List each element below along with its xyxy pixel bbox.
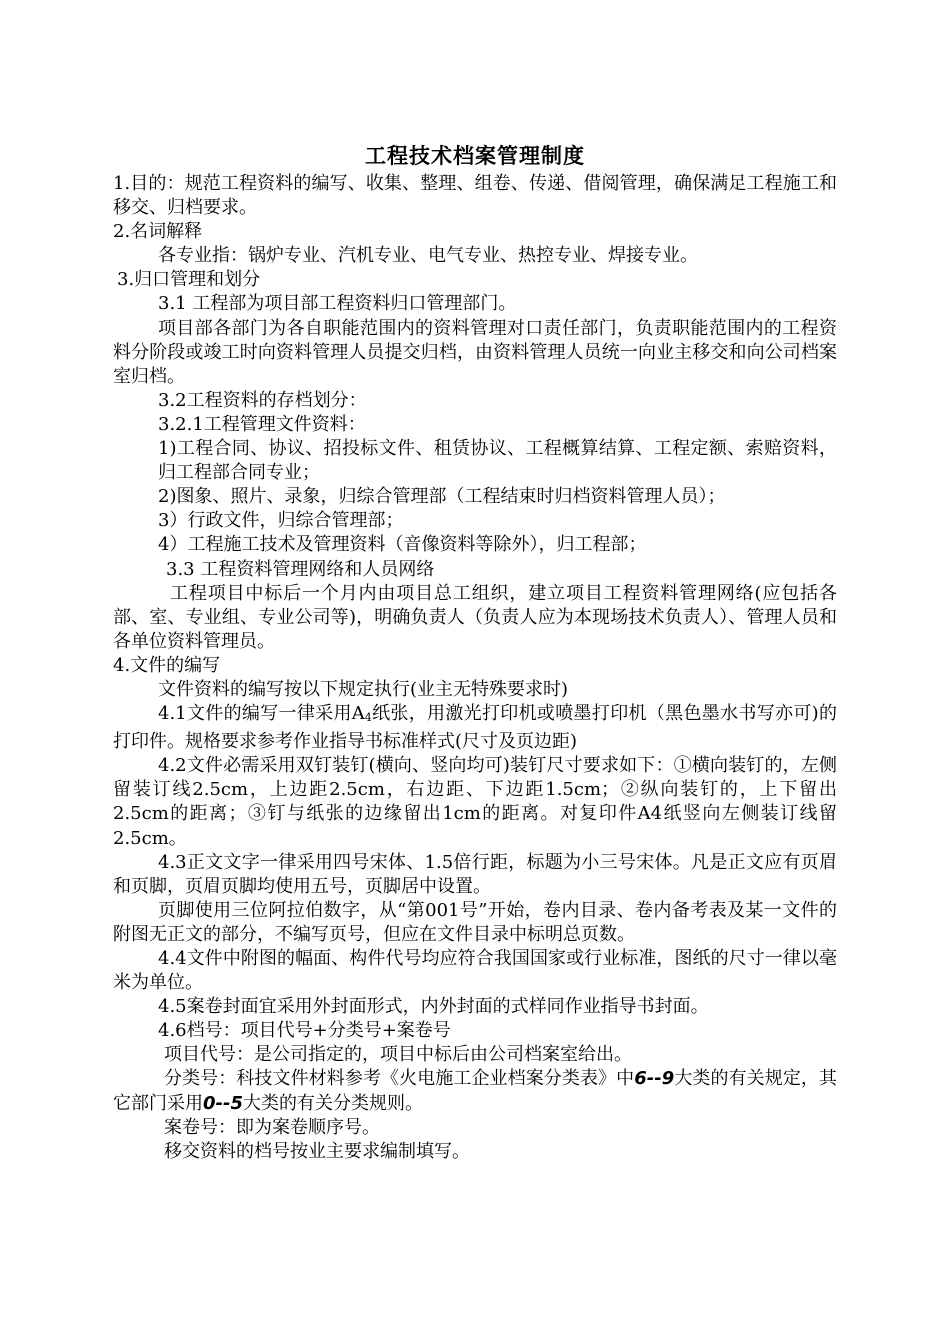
paragraph-transfer-number: 移交资料的档号按业主要求编制填写。	[164, 1140, 470, 1162]
paragraph-specialties: 各专业指：锅炉专业、汽机专业、电气专业、热控专业、焊接专业。	[158, 245, 698, 267]
document-title: 工程技术档案管理制度	[365, 144, 585, 168]
paragraph-4-1-subscript: 4	[364, 711, 372, 725]
list-item-2: 2)图象、照片、录象，归综合管理部（工程结束时归档资料管理人员）；	[158, 486, 726, 508]
paragraph-network: 工程项目中标后一个月内由项目总工组织，建立项目工程资料管理网络(应包括各部、室、专业组、专业公司等)，明确负责人（负责人应为本现场技术负责人）、管理人员和各单位资料管理员。	[113, 582, 837, 652]
paragraph-4-1-part2: 纸张，用激光打印机或喷墨打印机（黑色墨水书写亦可)的打印件。规格要求参考作业指导书标准样式(尺寸及页边距)	[113, 703, 837, 753]
heading-term-definition: 2.名词解释	[113, 221, 203, 243]
paragraph-4-1	[113, 702, 837, 754]
heading-management-division: 3.归口管理和划分	[117, 269, 261, 291]
heading-document-writing: 4.文件的编写	[113, 654, 221, 676]
classification-range-1: 6--9	[634, 1068, 675, 1090]
paragraph-4-3: 4.3正文文字一律采用四号宋体、1.5倍行距，标题为小三号宋体。凡是正文应有页眉和页脚，页眉页脚均使用五号，页脚居中设置。	[113, 851, 837, 897]
paragraph-3-1: 3.1 工程部为项目部工程资料归口管理部门。	[158, 293, 517, 315]
paragraph-3-3: 3.3 工程资料管理网络和人员网络	[166, 558, 435, 580]
paragraph-3-2-1: 3.2.1工程管理文件资料：	[158, 413, 366, 435]
list-item-4: 4）工程施工技术及管理资料（音像资料等除外），归工程部；	[158, 534, 647, 556]
paragraph-4-5: 4.5案卷封面宜采用外封面形式，内外封面的式样同作业指导书封面。	[158, 996, 709, 1018]
paragraph-3-2: 3.2工程资料的存档划分：	[158, 389, 367, 411]
list-item-1: 1)工程合同、协议、招投标文件、租赁协议、工程概算结算、工程定额、索赔资料，归工程部合同专业；	[158, 438, 837, 484]
classification-text-3: 大类的有关分类规则。	[243, 1092, 423, 1114]
list-item-3: 3）行政文件，归综合管理部；	[158, 510, 404, 532]
document-body	[113, 172, 837, 1164]
paragraph-purpose: 1.目的：规范工程资料的编写、收集、整理、组卷、传递、借阅管理，确保满足工程施工和移交、归档要求。	[113, 173, 837, 219]
paragraph-4-1-part1: 4.1文件的编写一律采用A	[158, 703, 365, 725]
paragraph-department-duty: 项目部各部门为各自职能范围内的资料管理对口责任部门，负责职能范围内的工程资料分阶段或竣工时向资料管理人员提交归档，由资料管理人员统一向业主移交和向公司档案室归档。	[113, 317, 837, 387]
classification-range-2: 0--5	[203, 1092, 243, 1114]
paragraph-writing-rules: 文件资料的编写按以下规定执行(业主无特殊要求时)	[158, 678, 569, 700]
paragraph-4-6: 4.6档号：项目代号+分类号+案卷号	[158, 1020, 451, 1042]
paragraph-4-2: 4.2文件必需采用双钉装钉(横向、竖向均可)装钉尺寸要求如下：①横向装钉的，左侧留装订线2.5cm，上边距2.5cm，右边距、下边距1.5cm；②纵向装钉的，上下留出2.5cm的距离；③钉与纸张的边缘留出1cm的距离。对复印件A4纸竖向左侧装订线留2.5cm。	[113, 755, 837, 849]
classification-text-2: 大类的有关规定，其它部门采用	[113, 1068, 838, 1114]
classification-text-1: 分类号：科技文件材料参考《火电施工企业档案分类表》中	[164, 1068, 635, 1090]
paragraph-volume-number: 案卷号：即为案卷顺序号。	[164, 1116, 380, 1138]
paragraph-project-code: 项目代号：是公司指定的，项目中标后由公司档案室给出。	[164, 1044, 632, 1066]
paragraph-4-4: 4.4文件中附图的幅面、构件代号均应符合我国国家或行业标准，图纸的尺寸一律以毫米为单位。	[113, 948, 837, 994]
paragraph-footer-rules: 页脚使用三位阿拉伯数字，从“第001号”开始，卷内目录、卷内备考表及某一文件的附图无正文的部分，不编写页号，但应在文件目录中标明总页数。	[113, 899, 837, 945]
paragraph-classification-code	[113, 1067, 837, 1115]
